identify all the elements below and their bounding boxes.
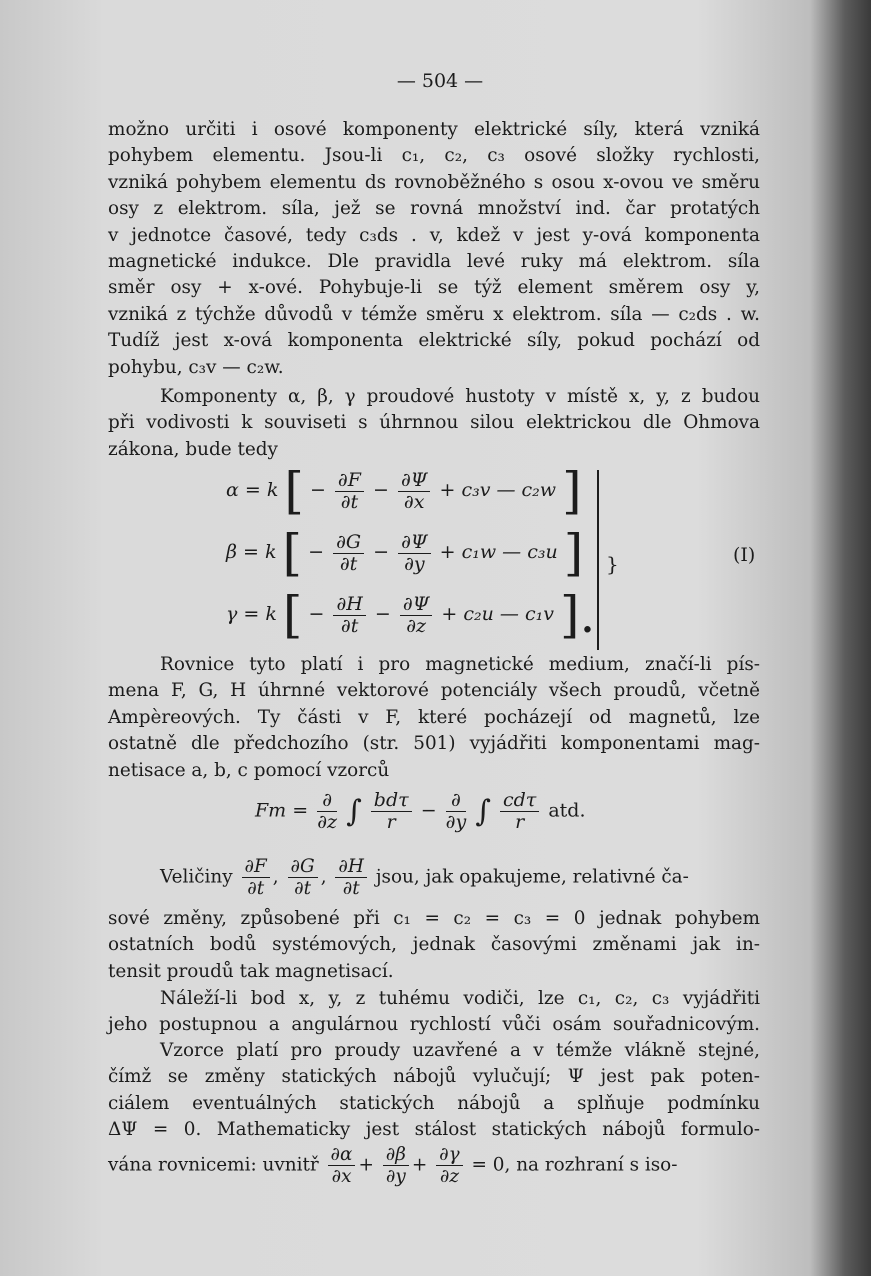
denominator: ∂z <box>406 614 427 637</box>
text-line: netisace a, b, c pomocí vzorců <box>108 759 390 781</box>
fraction <box>398 470 431 513</box>
text-line: Ampèreových. Ty části v F, které pocházejí od magnetů, lze <box>108 706 760 728</box>
text-line: ciálem eventuálných statických nábojů a splňuje podmínku <box>108 1092 760 1114</box>
numerator: ∂β <box>383 1144 409 1166</box>
denominator: r <box>515 811 525 833</box>
text-tail: = 0, na rozhraní s iso- <box>471 1154 678 1176</box>
formula-fm <box>255 790 586 833</box>
numerator: ∂γ <box>436 1144 463 1166</box>
equation-label: (I) <box>733 544 756 566</box>
text-line: pohybem elementu. Jsou-li c₁, c₂, c₃ osové složky rychlosti, <box>108 145 760 167</box>
text-line: vzniká z týchže důvodů v témže směru x elektrom. síla — c₂ds . w. <box>108 303 760 325</box>
text-line: tensit proudů tak magnetisací. <box>108 960 394 982</box>
numerator: ∂G <box>288 856 318 878</box>
text-line: směr osy + x-ové. Pohybuje-li se týž element směrem osy y, <box>108 277 760 299</box>
text-line: ostatních bodů systémových, jednak časovými změnami jak in- <box>108 934 760 956</box>
denominator: ∂t <box>339 552 358 575</box>
numerator: ∂Ψ <box>400 594 433 616</box>
denominator: ∂t <box>342 878 360 899</box>
fraction <box>335 470 364 513</box>
equation-alpha: α = k [ − $\frac{\partial F}{\partial t}$ − $\frac{\partial\Psi}{\partial x}$ + c₃v — c₂w ] <box>226 462 582 520</box>
numerator: ∂ <box>317 790 337 812</box>
fraction <box>446 790 467 833</box>
equation-beta: β = k [ − $\frac{\partial G}{\partial t}$ − $\frac{\partial\Psi}{\partial y}$ + c₁w — c₃u ] <box>226 524 584 582</box>
integral-sign: ∫ <box>346 794 362 829</box>
denominator: ∂y <box>385 1166 406 1187</box>
numerator: ∂F <box>335 470 364 492</box>
denominator: ∂t <box>294 878 312 899</box>
numerator: ∂F <box>242 856 270 878</box>
text-line <box>108 652 760 678</box>
fraction <box>383 1144 409 1187</box>
denominator: ∂y <box>445 811 467 833</box>
fraction <box>328 1144 356 1187</box>
minus-sign: − <box>374 603 391 625</box>
fraction <box>500 790 539 833</box>
text-line <box>108 384 760 410</box>
text-line-content: Komponenty α, β, γ proudové hustoty v místě x, y, z budou <box>160 386 760 407</box>
numerator: ∂ <box>446 790 467 812</box>
fraction <box>398 532 431 575</box>
equation-tail: + c₃v — c₂w <box>439 479 557 501</box>
fraction <box>333 594 365 637</box>
text-line: při vodivosti k souviseti s úhrnnou silou elektrickou dle Ohmova <box>108 412 760 434</box>
denominator: r <box>386 811 396 833</box>
brace-tip: } <box>606 552 619 576</box>
denominator: ∂z <box>439 1166 460 1187</box>
text-lead: vána rovnicemi: uvnitř <box>108 1154 319 1176</box>
equation-lhs: γ = k <box>226 603 277 625</box>
text-line: čímž se změny statických nábojů vylučují; Ψ jest pak poten- <box>108 1066 760 1088</box>
minus-sign: − <box>373 541 390 563</box>
text-line: Tudíž jest x-ová komponenta elektrické síly, pokud pochází od <box>108 330 760 352</box>
paragraph-1 <box>108 117 760 381</box>
text-line: v jednotce časové, tedy c₃ds . v, kdež v jest y-ová komponenta <box>108 224 760 246</box>
text-line: osy z elektrom. síla, jež se rovná množství ind. čar protatých <box>108 198 760 220</box>
fraction <box>317 790 337 833</box>
denominator: ∂x <box>331 1166 352 1187</box>
equation-gamma: γ = k [ − $\frac{\partial H}{\partial t}$ − $\frac{\partial\Psi}{\partial z}$ + c₂u — c₁v ]. <box>226 586 596 644</box>
last-line: vána rovnicemi: uvnitř $\frac{\partial\alpha}{\partial x}$ + $\frac{\partial\beta}{\partial y}$ + $\frac{\partial\gamma}{\partial z}$ = 0, na rozhraní s iso- <box>108 1144 678 1187</box>
numerator: bdτ <box>371 790 412 812</box>
text-line <box>108 986 760 1012</box>
equation-lhs: β = k <box>226 541 277 563</box>
page-number: — 504 — <box>396 70 484 92</box>
text-line-content: Náleží-li bod x, y, z tuhému vodiči, lze c₁, c₂, c₃ vyjádřiti <box>160 988 760 1009</box>
minus-sign: − <box>420 799 437 822</box>
text-line: sové změny, způsobené při c₁ = c₂ = c₃ = 0 jednak pohybem <box>108 908 760 929</box>
text-line: pohybu, c₃v — c₂w. <box>108 356 284 378</box>
text-line-content: Vzorce platí pro proudy uzavřené a v témže vlákně stejné, <box>160 1040 760 1061</box>
fraction <box>400 594 433 637</box>
formula-tail: atd. <box>548 799 586 822</box>
numerator: ∂G <box>333 532 364 554</box>
equation-tail: + c₂u — c₁v <box>441 603 554 625</box>
text-line: magnetické indukce. Dle pravidla levé ruky má elektrom. síla <box>108 250 760 272</box>
fraction <box>371 790 412 833</box>
text-line: možno určiti i osové komponenty elektrické síly, která vzniká <box>108 119 760 140</box>
text-line: mena F, G, H úhrnné vektorové potenciály všech proudů, včetně <box>108 680 760 702</box>
numerator: ∂H <box>335 856 367 878</box>
minus-sign: − <box>372 479 389 501</box>
numerator: cdτ <box>500 790 539 812</box>
minus-sign: − <box>308 603 325 625</box>
velicny-line: Veličiny $\frac{\partial F}{\partial t}$ , $\frac{\partial G}{\partial t}$ , $\frac{\partial H}{\partial t}$ jsou, jak opakujeme, relativné ča- <box>160 856 689 899</box>
paragraph-6 <box>108 1038 760 1144</box>
formula-lhs: Fm = <box>255 799 309 822</box>
denominator: ∂y <box>404 552 425 575</box>
numerator: ∂Ψ <box>398 532 431 554</box>
equation-tail: + c₁w — c₃u <box>439 541 558 563</box>
fraction <box>242 856 270 899</box>
fraction <box>436 1144 463 1187</box>
text-line-content: Rovnice tyto platí i pro magnetické medium, značí-li pís- <box>160 654 760 675</box>
fraction <box>335 856 367 899</box>
text-line: vzniká pohybem elementu ds rovnoběžného s osou x-ovou ve směru <box>108 171 760 193</box>
paragraph-4 <box>108 906 760 985</box>
fraction <box>333 532 364 575</box>
denominator: ∂t <box>247 878 265 899</box>
text-line: ΔΨ = 0. Mathematicky jest stálost statických nábojů formulo- <box>108 1119 760 1141</box>
text-line <box>108 1038 760 1064</box>
text-lead: Veličiny <box>160 866 233 888</box>
denominator: ∂t <box>340 490 359 513</box>
denominator: ∂z <box>317 811 338 833</box>
equation-lhs: α = k <box>226 479 279 501</box>
integral-sign: ∫ <box>475 794 491 829</box>
minus-sign: − <box>309 479 326 501</box>
text-tail: jsou, jak opakujeme, relativné ča- <box>375 866 689 888</box>
paragraph-3 <box>108 652 760 784</box>
paragraph-5 <box>108 986 760 1039</box>
denominator: ∂x <box>403 490 425 513</box>
minus-sign: − <box>308 541 325 563</box>
numerator: ∂Ψ <box>398 470 431 492</box>
fraction <box>288 856 318 899</box>
numerator: ∂H <box>333 594 365 616</box>
denominator: ∂t <box>340 614 359 637</box>
text-line: zákona, bude tedy <box>108 438 278 460</box>
text-line: jeho postupnou a angulárnou rychlostí vůči osám souřadnicovým. <box>108 1014 760 1036</box>
paragraph-2 <box>108 384 760 463</box>
text-line: ostatně dle předchozího (str. 501) vyjádřiti komponentami mag- <box>108 733 760 755</box>
numerator: ∂α <box>328 1144 356 1166</box>
